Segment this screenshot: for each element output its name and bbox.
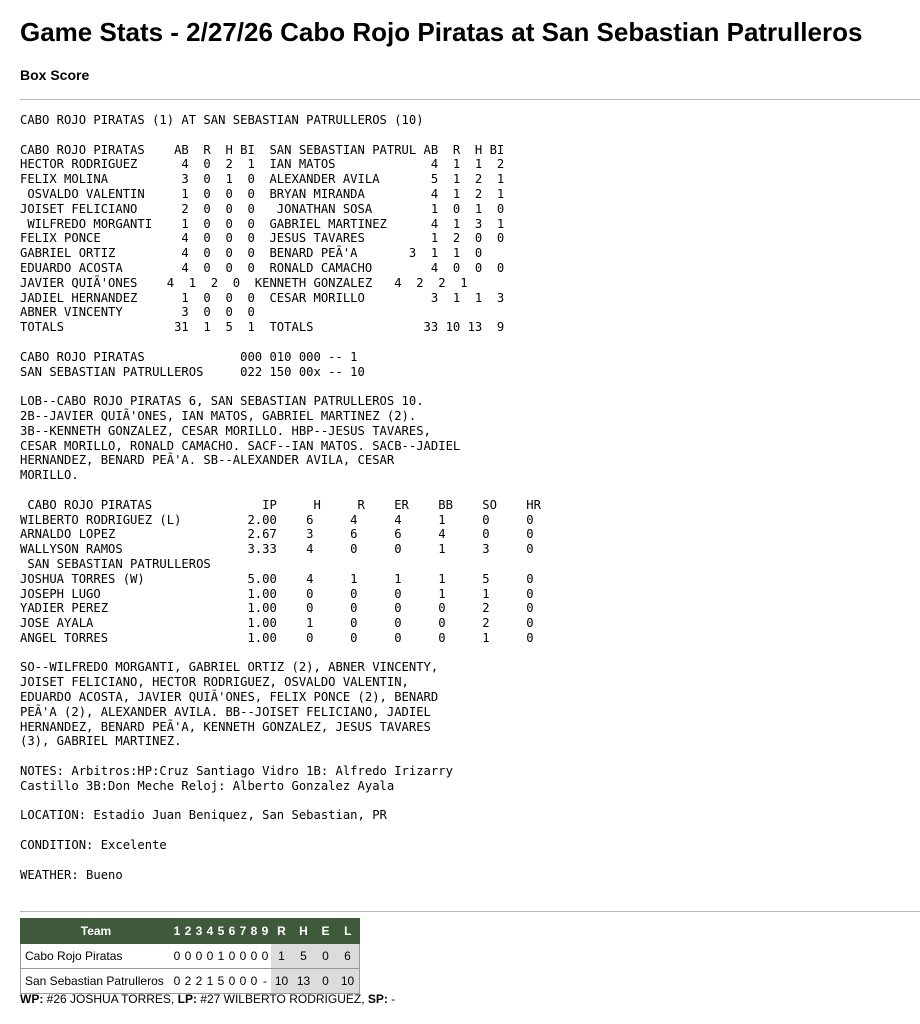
inning-9-header: 9 <box>260 919 271 944</box>
page-title: Game Stats - 2/27/26 Cabo Rojo Piratas at San Sebastian Patrulleros <box>20 17 863 47</box>
inning-score: 0 <box>172 969 183 994</box>
section-title: Box Score <box>20 67 90 83</box>
hits-total: 13 <box>293 969 315 994</box>
sp-value: - <box>387 992 396 1006</box>
inning-score: 0 <box>227 944 238 969</box>
inning-score: 0 <box>183 944 194 969</box>
box-score-text: CABO ROJO PIRATAS (1) AT SAN SEBASTIAN PATRULLEROS (10) CABO ROJO PIRATAS AB R H BI SAN SEBASTIAN PATRUL AB R H BI HECTOR RODRIGUEZ 4 0 2 1 IAN MATOS 4 1 1 2 FELIX MOLINA 3 0 1 0 ALEXANDER AVILA 5 1 2 1 OSVALDO VALENTIN 1 0 0 0 BRYAN MIRANDA 4 1 2 1 JOISET FELICIANO 2 0 0 0 JONATHAN SOSA 1 0 1 0 WILFREDO MORGANTI 1 0 0 0 GABRIEL MARTINEZ 4 1 3 1 FELIX PONCE 4 0 0 0 JESUS TAVARES 1 2 0 0 GABRIEL ORTIZ 4 0 0 0 BENARD PEÃ'A 3 1 1 0 EDUARDO ACOSTA 4 0 0 0 RONALD CAMACHO 4 0 0 0 JAVIER QUIÃ'ONES 4 1 2 0 KENNETH GONZALEZ 4 2 2 1 JADIEL HERNANDEZ 1 0 0 0 CESAR MORILLO 3 1 1 3 ABNER VINCENTY 3 0 0 0 TOTALS 31 1 5 1 TOTALS 33 10 13 9 CABO ROJO PIRATAS 000 010 000 -- 1 SAN SEBASTIAN PATRULLEROS 022 150 00x -- 10 LOB--CABO ROJO PIRATAS 6, SAN SEBASTIAN PATRULLEROS 10. 2B--JAVIER QUIÃ'ONES, IAN MATOS, GABRIEL MARTINEZ (2). 3B--KENNETH GONZALEZ, CESAR MORILLO. HBP--JESUS TAVARES, CESAR MORILLO, RONALD CAMACHO. SACF--IAN MATOS. SACB--JADIEL HERNANDEZ, BENARD PEÃ'A. SB--ALEXANDER AVILA, CESAR MORILLO. CABO ROJO PIRATAS IP H R ER BB SO HR WILBERTO RODRIGUEZ (L) 2.00 6 4 4 1 0 0 ARNALDO LOPEZ 2.67 3 6 6 4 0 0 WALLYSON RAMOS 3.33 4 0 0 1 3 0 SAN SEBASTIAN PATRULLEROS JOSHUA TORRES (W) 5.00 4 1 1 1 5 0 JOSEPH LUGO 1.00 0 0 0 1 1 0 YADIER PEREZ 1.00 0 0 0 0 2 0 JOSE AYALA 1.00 1 0 0 0 2 0 ANGEL TORRES 1.00 0 0 0 0 1 0 SO--WILFREDO MORGANTI, GABRIEL ORTIZ (2), ABNER VINCENTY, JOISET FELICIANO, HECTOR RODRIGUEZ, OSVALDO VALENTIN, EDUARDO ACOSTA, JAVIER QUIÃ'ONES, FELIX PONCE (2), BENARD PEÃ'A (2), ALEXANDER AVILA. BB--JOISET FELICIANO, JADIEL HERNANDEZ, BENARD PEÃ'A, KENNETH GONZALEZ, JESUS TAVARES (3), GABRIEL MARTINEZ. NOTES: Arbitros:HP:Cruz Santiago Vidro 1B: Alfredo Irizarry Castillo 3B:Don Meche Reloj: Alberto Gonzalez Ayala LOCATION: Estadio Juan Beniquez, San Sebastian, PR CONDITION: Excelente WEATHER: Bueno <box>20 113 541 882</box>
bottom-divider <box>20 911 920 912</box>
sp-label: SP: <box>367 992 388 1006</box>
inning-7-header: 7 <box>238 919 249 944</box>
inning-score: 0 <box>238 944 249 969</box>
inning-1-header: 1 <box>172 919 183 944</box>
wp-label: WP: <box>20 992 44 1006</box>
errors-total: 0 <box>315 944 337 969</box>
team-name: San Sebastian Patrulleros <box>21 969 172 994</box>
wp-value: #26 JOSHUA TORRES, <box>43 992 178 1006</box>
lob-header: L <box>337 919 360 944</box>
inning-score: 0 <box>249 944 260 969</box>
inning-6-header: 6 <box>227 919 238 944</box>
runs-total: 1 <box>271 944 293 969</box>
errors-total: 0 <box>315 969 337 994</box>
errors-header: E <box>315 919 337 944</box>
runs-total: 10 <box>271 969 293 994</box>
runs-header: R <box>271 919 293 944</box>
lob-total: 10 <box>337 969 360 994</box>
lob-total: 6 <box>337 944 360 969</box>
hits-total: 5 <box>293 944 315 969</box>
line-score-header-row <box>21 919 360 944</box>
lp-label: LP: <box>177 992 197 1006</box>
hits-header: H <box>293 919 315 944</box>
inning-score: 0 <box>172 944 183 969</box>
inning-score: 2 <box>183 969 194 994</box>
inning-8-header: 8 <box>249 919 260 944</box>
line-score-table <box>20 918 360 994</box>
inning-score: 0 <box>249 969 260 994</box>
inning-4-header: 4 <box>205 919 216 944</box>
inning-score: 2 <box>194 969 205 994</box>
inning-score: 0 <box>238 969 249 994</box>
inning-score: 0 <box>260 944 271 969</box>
table-row <box>21 969 360 994</box>
team-name: Cabo Rojo Piratas <box>21 944 172 969</box>
inning-5-header: 5 <box>216 919 227 944</box>
team-header: Team <box>21 919 172 944</box>
pitcher-decisions <box>20 991 395 1007</box>
inning-score: 0 <box>205 944 216 969</box>
inning-3-header: 3 <box>194 919 205 944</box>
inning-score: 1 <box>205 969 216 994</box>
inning-score: 1 <box>216 944 227 969</box>
inning-score: 5 <box>216 969 227 994</box>
table-row <box>21 944 360 969</box>
inning-score: 0 <box>227 969 238 994</box>
inning-2-header: 2 <box>183 919 194 944</box>
inning-score: - <box>260 969 271 994</box>
lp-value: #27 WILBERTO RODRIGUEZ, <box>196 992 368 1006</box>
top-divider <box>20 99 920 100</box>
inning-score: 0 <box>194 944 205 969</box>
